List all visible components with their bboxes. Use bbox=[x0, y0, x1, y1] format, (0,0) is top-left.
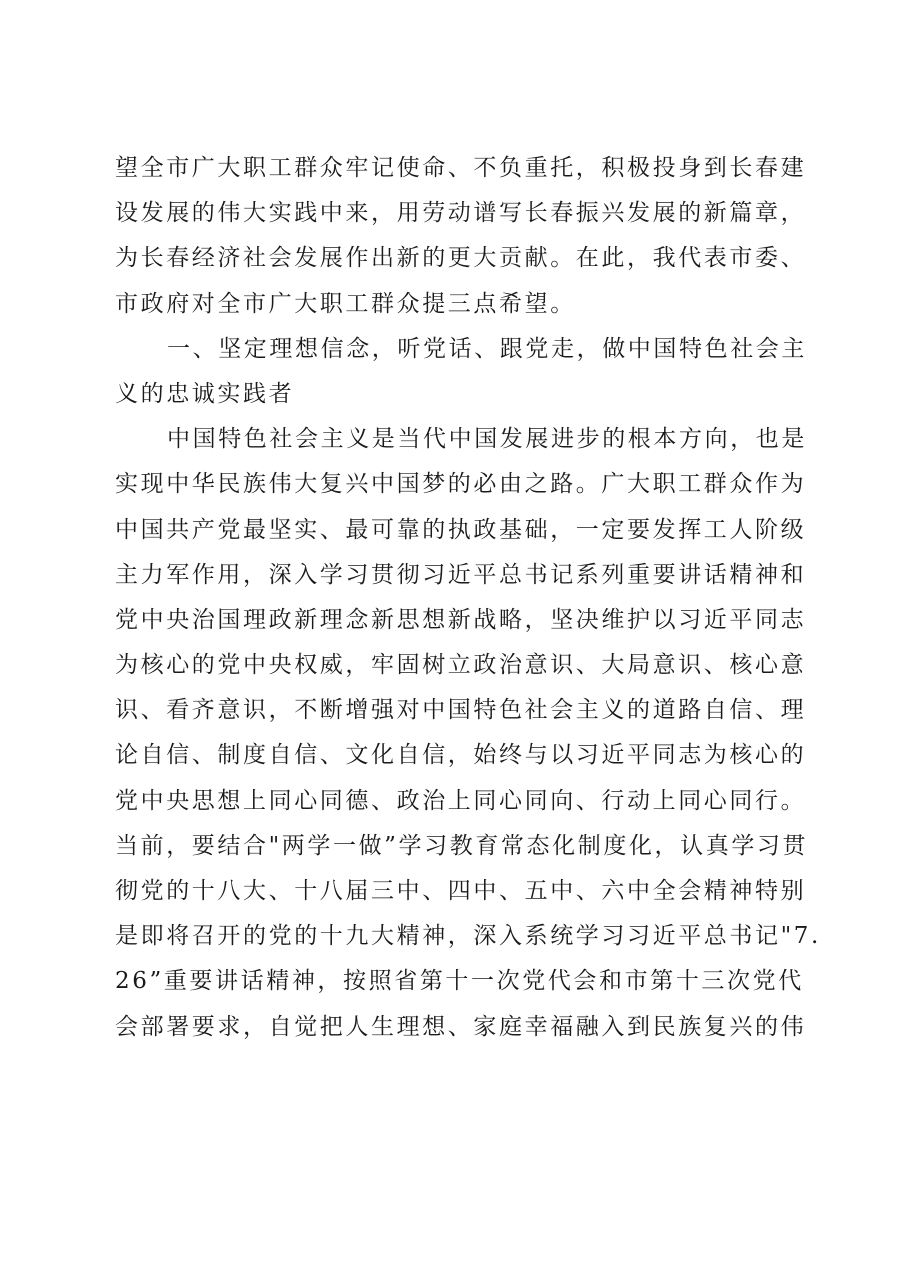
text-line: 主力军作用，深入学习贯彻习近平总书记系列重要讲话精神和 bbox=[115, 561, 807, 588]
text-line: 为长春经济社会发展作出新的更大贡献。在此，我代表市委、 bbox=[115, 245, 807, 272]
text-line: 是即将召开的党的十九大精神，深入系统学习习近平总书记"7. bbox=[115, 923, 821, 950]
text-line: 26”重要讲话精神，按照省第十一次党代会和市第十三次党代 bbox=[115, 968, 804, 995]
text-line: 会部署要求，自觉把人生理想、家庭幸福融入到民族复兴的伟 bbox=[115, 1013, 807, 1040]
text-line: 设发展的伟大实践中来，用劳动谱写长春振兴发展的新篇章， bbox=[115, 200, 807, 227]
text-line: 为核心的党中央权威，牢固树立政治意识、大局意识、核心意 bbox=[115, 652, 807, 679]
text-line: 实现中华民族伟大复兴中国梦的必由之路。广大职工群众作为 bbox=[115, 471, 807, 498]
text-line: 彻党的十八大、十八届三中、四中、五中、六中全会精神特别 bbox=[115, 878, 807, 904]
text-line: 当前，要结合"两学一做”学习教育常态化制度化，认真学习贯 bbox=[115, 832, 809, 859]
section-heading-line: 义的忠诚实践者 bbox=[115, 380, 295, 407]
text-line: 中国共产党最坚实、最可靠的执政基础，一定要发挥工人阶级 bbox=[115, 516, 807, 543]
text-line: 党中央治国理政新理念新思想新战略，坚决维护以习近平同志 bbox=[115, 606, 807, 633]
text-line: 市政府对全市广大职工群众提三点希望。 bbox=[115, 290, 576, 317]
section-heading-line: 一、坚定理想信念，听党话、跟党走，做中国特色社会主 bbox=[167, 335, 807, 362]
document-body bbox=[115, 146, 821, 1050]
text-line: 中国特色社会主义是当代中国发展进步的根本方向，也是 bbox=[167, 426, 807, 453]
text-line: 望全市广大职工群众牢记使命、不负重托，积极投身到长春建 bbox=[115, 155, 807, 181]
text-line: 识、看齐意识，不断增强对中国特色社会主义的道路自信、理 bbox=[115, 697, 807, 724]
text-line: 论自信、制度自信、文化自信，始终与以习近平同志为核心的 bbox=[115, 742, 807, 769]
text-line: 党中央思想上同心同德、政治上同心同向、行动上同心同行。 bbox=[115, 787, 807, 814]
